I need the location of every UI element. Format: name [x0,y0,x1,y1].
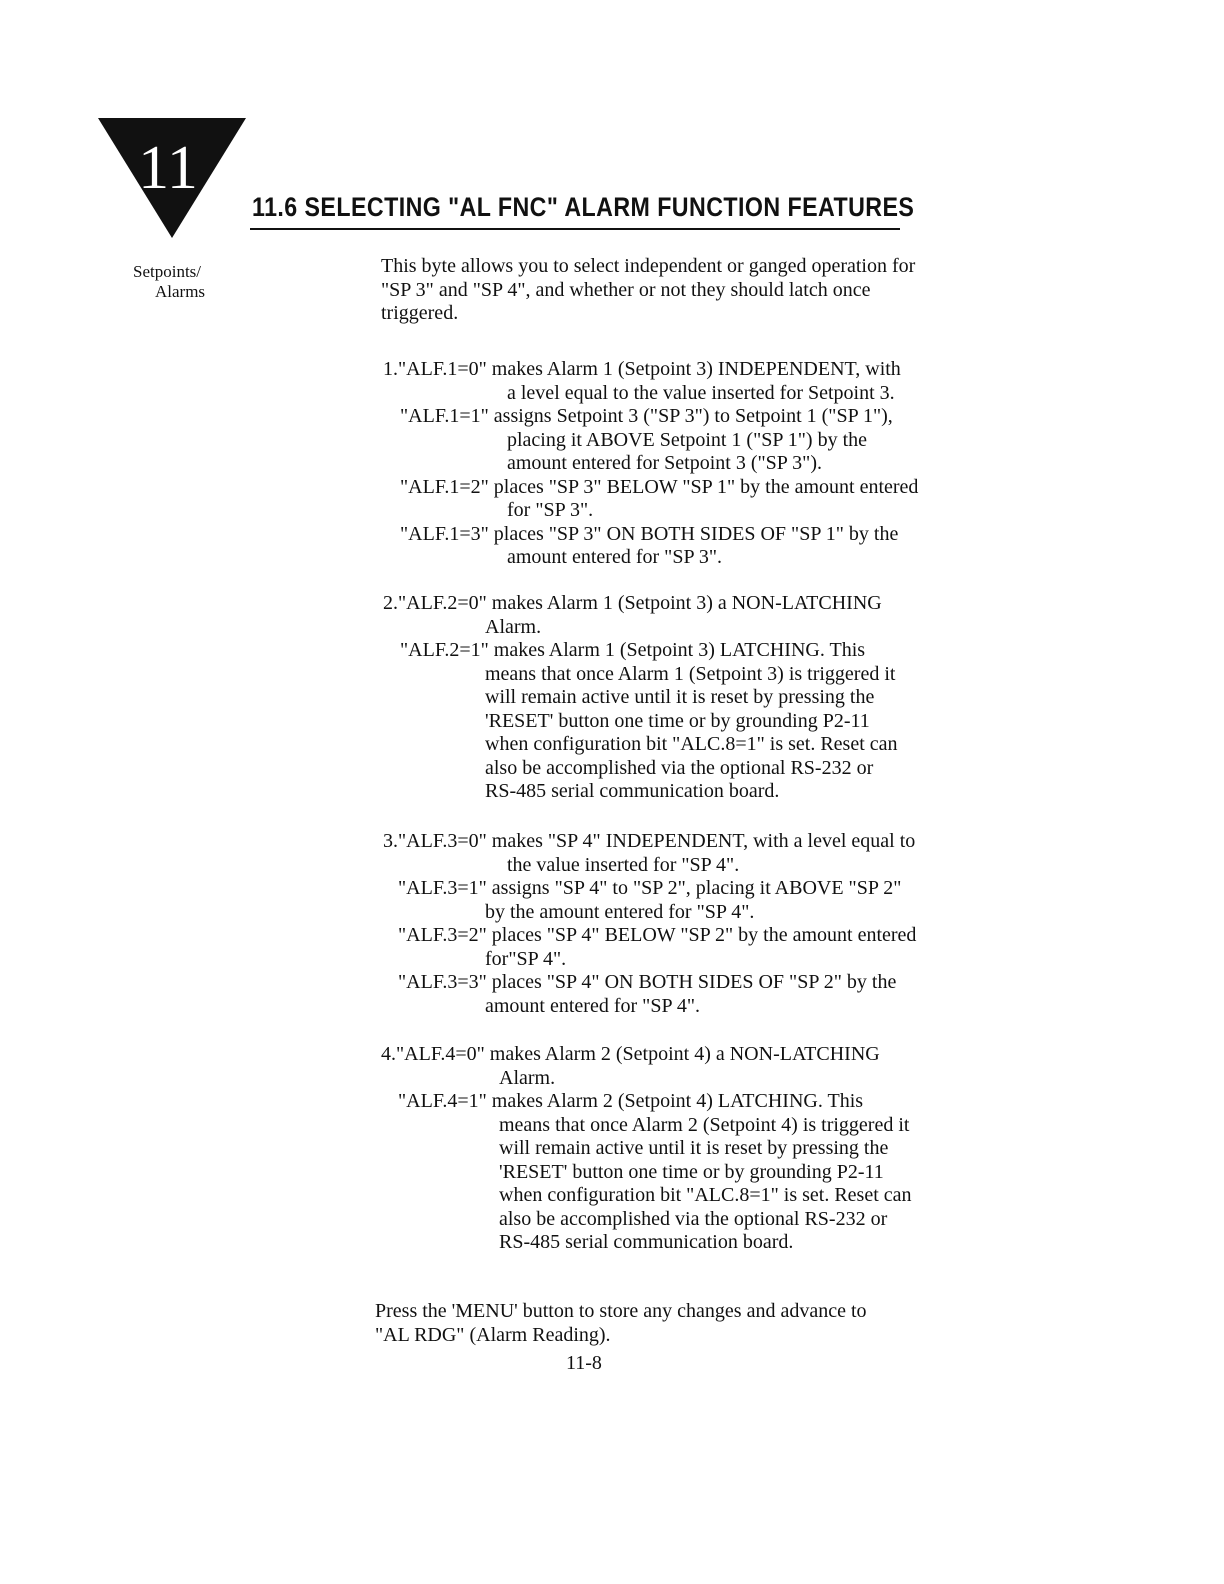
text-line: 1."ALF.1=0" makes Alarm 1 (Setpoint 3) INDEPENDENT, with [383,358,901,380]
text-line: Alarm. [485,615,542,638]
option-item-3 [383,830,916,1018]
text-line: also be accomplished via the optional RS-232 or [499,1207,888,1230]
text-line: "ALF.1=3" places "SP 3" ON BOTH SIDES OF "SP 1" by the [400,522,899,545]
text-line: "ALF.2=1" makes Alarm 1 (Setpoint 3) LATCHING. This [400,639,866,661]
text-line: This byte allows you to select independent or ganged operation for [381,255,916,277]
text-line: Alarm. [499,1066,556,1089]
closing-paragraph [375,1300,867,1347]
sidebar-label [133,262,205,302]
page-number: 11-8 [566,1352,602,1374]
text-line: amount entered for "SP 3". [507,546,722,568]
text-line: "ALF.1=2" places "SP 3" BELOW "SP 1" by the amount entered [400,475,919,498]
text-line: by the amount entered for "SP 4". [485,900,755,923]
text-line: "SP 3" and "SP 4", and whether or not they should latch once [381,278,871,301]
chapter-number: 11 [138,134,198,202]
intro-paragraph [381,255,915,326]
text-line: "AL RDG" (Alarm Reading). [375,1323,611,1346]
text-line: will remain active until it is reset by pressing the [499,1137,889,1159]
text-line: 2."ALF.2=0" makes Alarm 1 (Setpoint 3) a NON-LATCHING [383,592,882,614]
section-heading: 11.6 SELECTING "AL FNC" ALARM FUNCTION FEATURES [252,192,915,222]
text-line: for "SP 3". [507,499,594,521]
text-line: triggered. [381,302,459,324]
text-line: amount entered for "SP 4". [485,994,700,1017]
text-line: Press the 'MENU' button to store any changes and advance to [375,1300,867,1322]
heading-underline [250,228,900,230]
text-line: placing it ABOVE Setpoint 1 ("SP 1") by the [507,428,868,451]
option-item-1 [383,358,918,570]
text-line: will remain active until it is reset by pressing the [485,686,875,708]
text-line: means that once Alarm 2 (Setpoint 4) is triggered it [499,1113,910,1136]
text-line: a level equal to the value inserted for Setpoint 3. [507,381,895,404]
text-line: 4."ALF.4=0" makes Alarm 2 (Setpoint 4) a NON-LATCHING [381,1043,880,1065]
sidebar-label-line: Alarms [155,282,206,301]
chapter-badge [98,118,246,238]
text-line: "ALF.3=2" places "SP 4" BELOW "SP 2" by the amount entered [398,924,917,946]
option-item-2 [383,592,898,804]
text-line: when configuration bit "ALC.8=1" is set. Reset can [499,1184,912,1206]
option-item-4 [381,1043,912,1255]
text-line: "ALF.3=3" places "SP 4" ON BOTH SIDES OF "SP 2" by the [398,971,897,993]
text-line: also be accomplished via the optional RS-232 or [485,756,874,779]
text-line: means that once Alarm 1 (Setpoint 3) is triggered it [485,662,896,685]
text-line: amount entered for Setpoint 3 ("SP 3"). [507,452,822,474]
text-line: when configuration bit "ALC.8=1" is set. Reset can [485,733,898,755]
text-line: "ALF.4=1" makes Alarm 2 (Setpoint 4) LATCHING. This [398,1090,864,1112]
text-line: 'RESET' button one time or by grounding P2-11 [499,1160,884,1183]
text-line: 'RESET' button one time or by grounding P2-11 [485,709,870,732]
text-line: RS-485 serial communication board. [499,1231,794,1253]
text-line: for"SP 4". [485,947,567,970]
text-line: RS-485 serial communication board. [485,780,780,802]
text-line: 3."ALF.3=0" makes "SP 4" INDEPENDENT, with a level equal to [383,830,916,852]
sidebar-label-line: Setpoints/ [133,262,202,281]
text-line: "ALF.1=1" assigns Setpoint 3 ("SP 3") to Setpoint 1 ("SP 1"), [400,405,893,427]
text-line: the value inserted for "SP 4". [507,853,740,876]
text-line: "ALF.3=1" assigns "SP 4" to "SP 2", placing it ABOVE "SP 2" [398,877,902,899]
chapter-triangle-icon [98,118,246,238]
